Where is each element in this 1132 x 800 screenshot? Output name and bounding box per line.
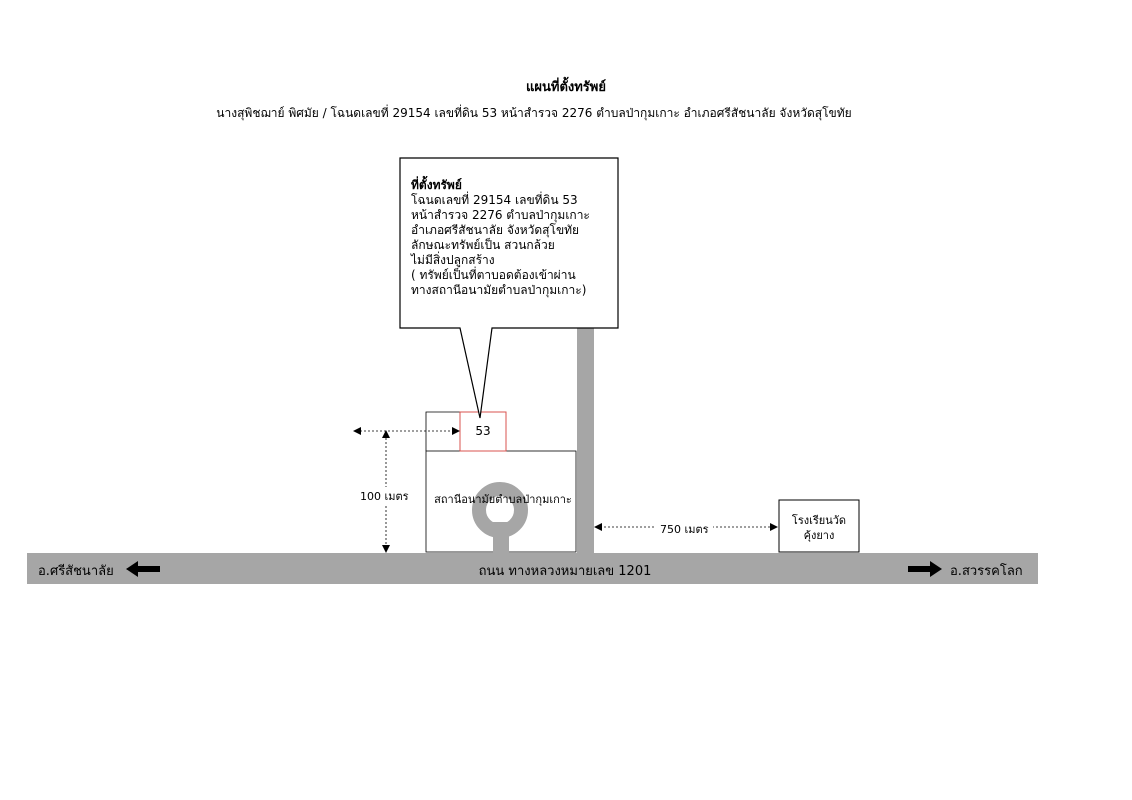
callout-line: ( ทรัพย์เป็นที่ตาบอดต้องเข้าผ่าน <box>411 268 576 282</box>
map-subtitle: นางสุพิชฌาย์ พิศมัย / โฉนดเลขที่ 29154 เลขที่ดิน 53 หน้าสำรวจ 2276 ตำบลป่ากุมเกาะ อำเภอศรีสัชนาลัย จังหวัดสุโขทัย <box>216 106 852 120</box>
callout-text <box>411 178 616 298</box>
callout-line: โฉนดเลขที่ 29154 เลขที่ดิน 53 <box>411 193 578 207</box>
callout-line: อำเภอศรีสัชนาลัย จังหวัดสุโขทัย <box>411 223 580 237</box>
map-title: แผนที่ตั้งทรัพย์ <box>526 80 606 95</box>
right-destination-label: อ.สวรรคโลก <box>950 564 1023 579</box>
callout-line: ลักษณะทรัพย์เป็น สวนกล้วย <box>411 238 555 252</box>
dim-arrowhead-left <box>353 427 361 435</box>
side-road <box>577 328 594 554</box>
plot-number-label: 53 <box>475 424 491 438</box>
school-label-line: คุ้งยาง <box>803 529 835 542</box>
left-destination-label: อ.ศรีสัชนาลัย <box>38 564 114 579</box>
distance-vertical-label: 100 เมตร <box>358 487 411 505</box>
health-station-label: สถานีอนามัยตำบลป่ากุมเกาะ <box>434 493 572 506</box>
dim-vertical-arrow-bottom <box>382 545 390 553</box>
school-label <box>779 513 859 543</box>
road-label: ถนน ทางหลวงหมายเลข 1201 <box>478 564 652 579</box>
callout-line: ทางสถานีอนามัยตำบลป่ากุมเกาะ) <box>411 283 587 297</box>
callout-line: ไม่มีสิ่งปลูกสร้าง <box>411 253 495 267</box>
callout-heading: ที่ตั้งทรัพย์ <box>411 178 462 192</box>
dim-750-arrow-right <box>770 523 778 531</box>
callout-line: หน้าสำรวจ 2276 ตำบลป่ากุมเกาะ <box>411 208 590 222</box>
distance-horizontal-label: 750 เมตร <box>656 520 713 538</box>
dim-750-arrow-left <box>594 523 602 531</box>
dim-arrowhead-right <box>452 427 460 435</box>
school-label-line: โรงเรียนวัด <box>791 514 847 527</box>
